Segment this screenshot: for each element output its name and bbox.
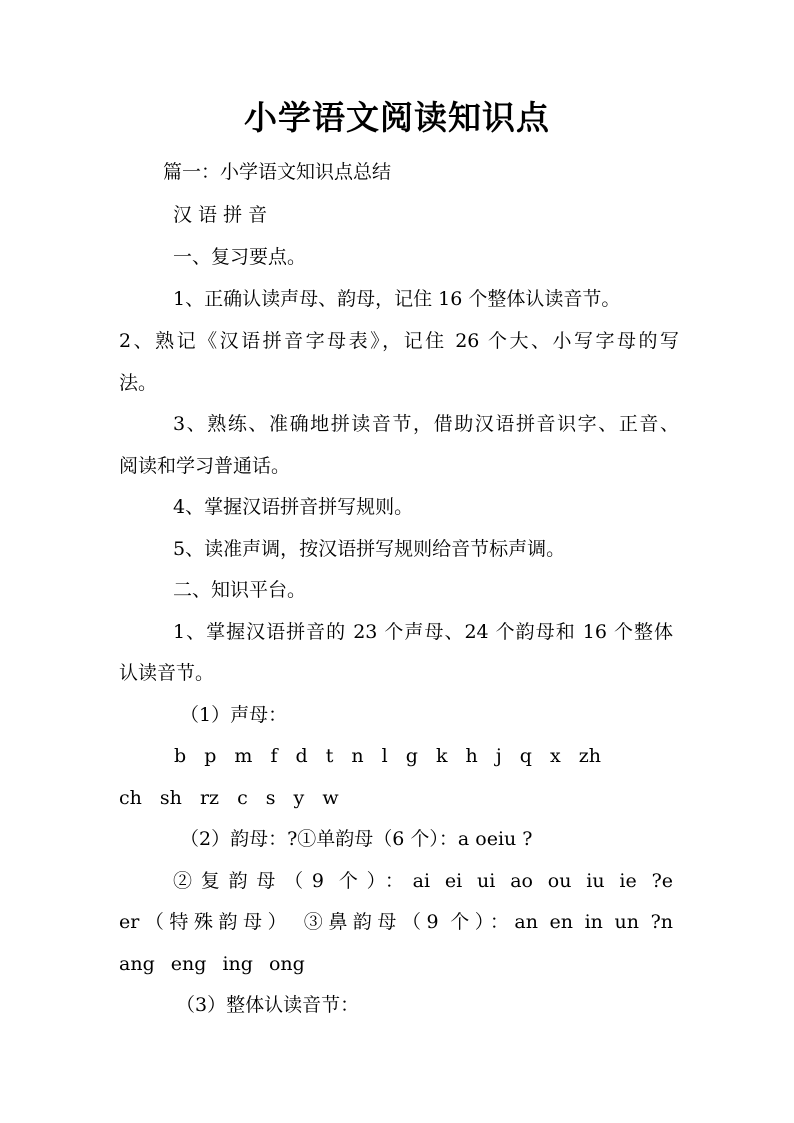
subheading-pinyin: 汉 语 拼 音 [173,204,268,226]
paragraph-line: 5、读准声调，按汉语拼写规则给音节标声调。 [173,538,566,560]
heading-review-points: 一、复习要点。 [173,246,307,268]
paragraph-line: 4、掌握汉语拼音拼写规则。 [173,496,414,518]
finals-line: （2）韵母：?①单韵母（6 个）：a oeiu ? [180,828,533,850]
paragraph-line: 2、熟记《汉语拼音字母表》，记住 26 个大、小写字母的写 [119,330,679,352]
paragraph-line: 法。 [119,372,158,394]
subheading-initials: （1）声母： [180,704,288,726]
document-title: 小学语文阅读知识点 [244,98,550,137]
subheading-whole-syllables: （3）整体认读音节： [176,994,360,1016]
section-heading: 篇一：小学语文知识点总结 [163,161,392,183]
finals-line: er（特殊韵母） ③鼻韵母（9 个）：an en in un ?n [119,911,673,933]
initials-list: b p m f d t n l g k h j q x zh [174,745,601,767]
paragraph-line: 1、正确认读声母、韵母，记住 16 个整体认读音节。 [173,288,621,310]
heading-knowledge-platform: 二、知识平台。 [173,579,307,601]
paragraph-line: 1、掌握汉语拼音的 23 个声母、24 个韵母和 16 个整体 [173,621,673,643]
paragraph-line: 阅读和学习普通话。 [119,455,291,477]
finals-line: ②复韵母（9 个）：ai ei ui ao ou iu ie ?e [173,870,673,892]
paragraph-line: 3、熟练、准确地拼读音节，借助汉语拼音识字、正音、 [173,413,679,435]
finals-line: ang eng ing ong [119,953,305,975]
initials-list: ch sh rz c s y w [119,787,339,809]
paragraph-line: 认读音节。 [119,662,215,684]
